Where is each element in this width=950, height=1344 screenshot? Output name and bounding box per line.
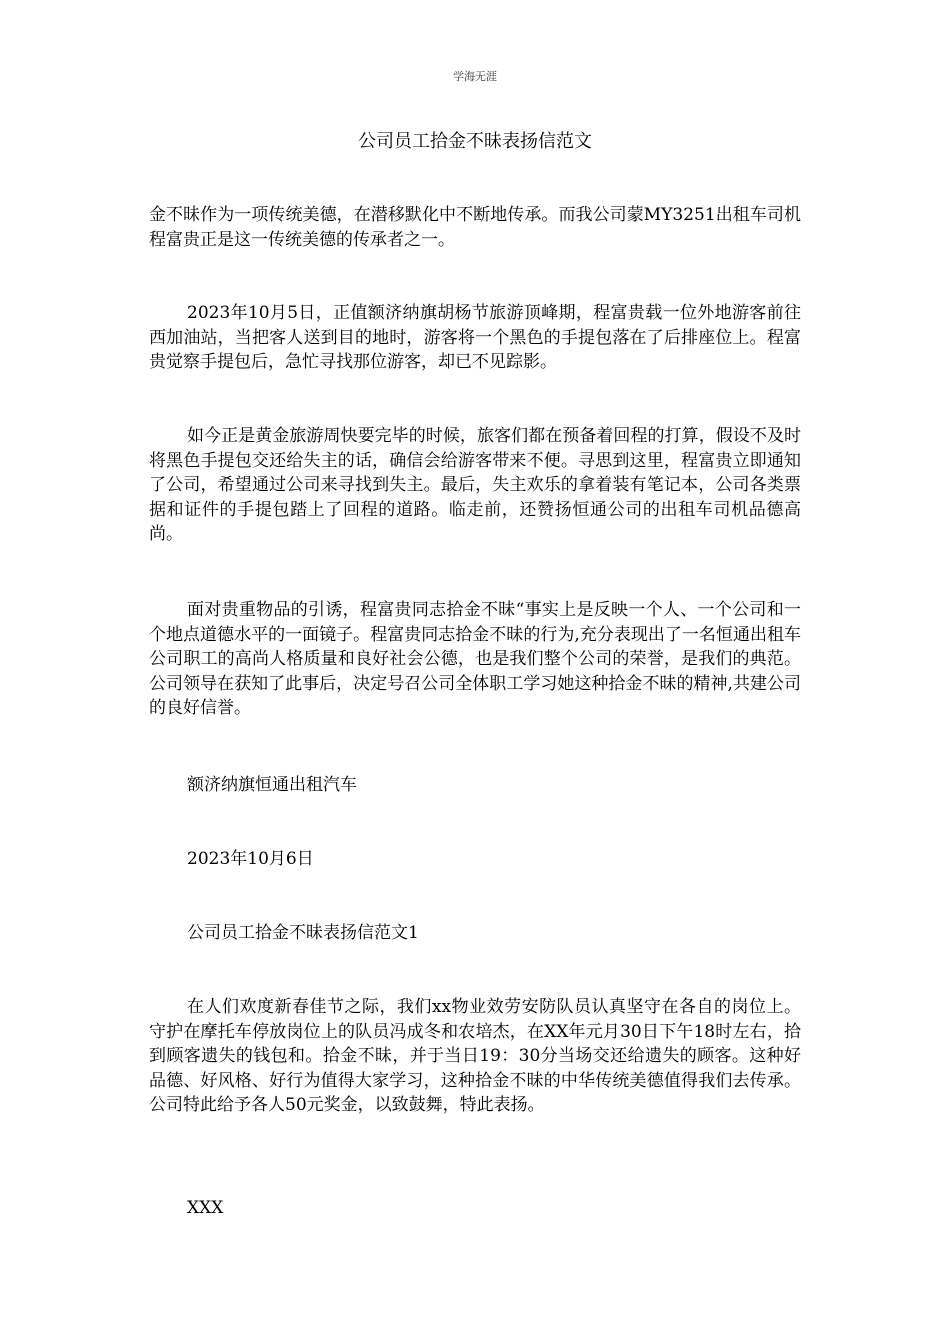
paragraph-praise: 面对贵重物品的引诱，程富贵同志拾金不昧“事实上是反映一个人、一个公司和一个地点道德水平的一面镜子。程富贵同志拾金不昧的行为,充分表现出了一名恒通出租车公司职工的高尚人格质量和良好社会公德，也是我们整个公司的荣誉，是我们的典范。公司领导在获知了此事后，决定号召公司全体职工学习她这种拾金不昧的精神,共建公司的良好信誉。 [149, 600, 801, 718]
closing-signature: XXX [187, 1198, 224, 1218]
section-title: 公司员工拾金不昧表扬信范文1 [187, 923, 419, 943]
paragraph-intro: 金不昧作为一项传统美德，在潜移默化中不断地传承。而我公司蒙MY3251出租车司机程富贵正是这一传统美德的传承者之一。 [149, 205, 801, 250]
signature-date: 2023年10月6日 [187, 849, 314, 869]
paragraph-incident: 2023年10月5日，正值额济纳旗胡杨节旅游顶峰期，程富贵载一位外地游客前往西加油站，当把客人送到目的地时，游客将一个黑色的手提包落在了后排座位上。程富贵觉察手提包后，急忙寻找那位游客，却已不见踪影。 [149, 303, 801, 372]
paragraph-second-letter: 在人们欢度新春佳节之际，我们xx物业效劳安防队员认真坚守在各自的岗位上。守护在摩托车停放岗位上的队员冯成冬和农培杰，在XX年元月30日下午18时左右，拾到顾客遗失的钱包和。拾金不昧，并于当日19：30分当场交还给遗失的顾客。这种好品德、好风格、好行为值得大家学习，这种拾金不昧的中华传统美德值得我们去传承。公司特此给予各人50元奖金，以致鼓舞，特此表扬。 [149, 997, 801, 1115]
signature-company: 额济纳旗恒通出租汽车 [187, 775, 357, 795]
page-header: 学海无涯 [453, 70, 497, 83]
document-title: 公司员工拾金不昧表扬信范文 [358, 131, 592, 152]
paragraph-return: 如今正是黄金旅游周快要完毕的时候，旅客们都在预备着回程的打算，假设不及时将黑色手提包交还给失主的话，确信会给游客带来不便。寻思到这里，程富贵立即通知了公司，希望通过公司来寻找到失主。最后，失主欢乐的拿着装有笔记本，公司各类票据和证件的手提包踏上了回程的道路。临走前，还赞扬恒通公司的出租车司机品德高尚。 [149, 426, 801, 544]
